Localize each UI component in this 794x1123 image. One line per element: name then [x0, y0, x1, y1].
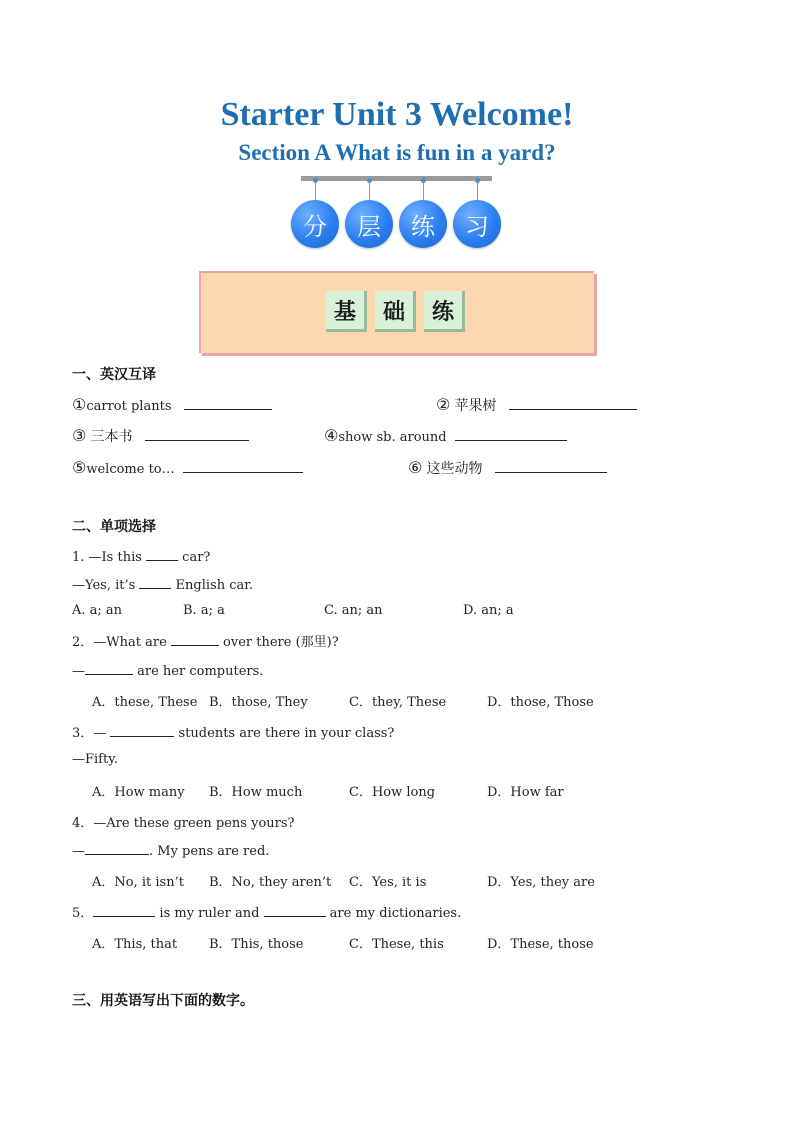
question-line: 1. —Is this car? — [72, 550, 211, 565]
option[interactable]: B．This, those — [209, 937, 304, 952]
translate-item: ⑤welcome to… — [72, 458, 303, 477]
question-line: 3．— students are there in your class? — [72, 726, 395, 741]
option[interactable]: B．How much — [209, 785, 303, 800]
section-heading: 一、英汉互译 — [72, 367, 156, 383]
answer-blank[interactable] — [183, 460, 303, 473]
section-heading: 三、用英语写出下面的数字。 — [72, 993, 254, 1009]
answer-blank[interactable] — [184, 397, 272, 410]
option[interactable]: D．Yes, they are — [487, 875, 595, 890]
answer-blank[interactable] — [85, 662, 133, 675]
answer-blank[interactable] — [509, 397, 637, 410]
answer-blank[interactable] — [145, 428, 249, 441]
option[interactable]: C. an; an — [324, 603, 383, 618]
question-line: 4．—Are these green pens yours? — [72, 816, 295, 831]
badge-circle: 练 — [399, 200, 447, 248]
option[interactable]: C．These, this — [349, 937, 444, 952]
option[interactable]: A．This, that — [92, 937, 178, 952]
option[interactable]: A．How many — [92, 785, 185, 800]
question-line: — . My pens are red. — [72, 844, 270, 859]
answer-blank[interactable] — [495, 460, 607, 473]
level-banner — [199, 271, 594, 353]
option[interactable]: B．those, They — [209, 695, 308, 710]
banner-tile: 基 — [326, 291, 367, 332]
badge-circle: 层 — [345, 200, 393, 248]
question-line: —Fifty. — [72, 752, 118, 767]
answer-blank[interactable] — [139, 576, 171, 589]
hanger-knot — [367, 178, 372, 183]
question-line: —Yes, it’s English car. — [72, 578, 254, 593]
question-line: — are her computers. — [72, 664, 264, 679]
page-title: Starter Unit 3 Welcome! — [220, 96, 574, 133]
hanger-knot — [475, 178, 480, 183]
translate-item: ④show sb. around — [324, 426, 567, 445]
translate-item: ⑥ 这些动物 — [408, 458, 607, 478]
option[interactable]: C．Yes, it is — [349, 875, 427, 890]
answer-blank[interactable] — [85, 842, 149, 855]
banner-tile: 练 — [424, 291, 465, 332]
question-line: 2．—What are over there (那里)? — [72, 635, 339, 650]
translate-item: ③ 三本书 — [72, 426, 249, 446]
option[interactable]: A．these, These — [92, 695, 198, 710]
badge-circle: 分 — [291, 200, 339, 248]
page-subtitle: Section A What is fun in a yard? — [238, 140, 556, 165]
option[interactable]: B. a; a — [183, 603, 225, 618]
option[interactable]: A．No, it isn’t — [92, 875, 184, 890]
hanger-bar — [301, 176, 492, 181]
option[interactable]: C．How long — [349, 785, 436, 800]
banner-tile: 础 — [375, 291, 416, 332]
translate-item: ①carrot plants — [72, 395, 272, 414]
option[interactable]: C．they, These — [349, 695, 447, 710]
translate-item: ② 苹果树 — [436, 395, 637, 415]
option[interactable]: D．those, Those — [487, 695, 594, 710]
hanger-knot — [313, 178, 318, 183]
option[interactable]: D．How far — [487, 785, 564, 800]
option[interactable]: D. an; a — [463, 603, 514, 618]
answer-blank[interactable] — [455, 428, 567, 441]
hanger-knot — [421, 178, 426, 183]
option[interactable]: D．These, those — [487, 937, 594, 952]
question-line: 5． is my ruler and are my dictionaries. — [72, 906, 462, 921]
badge-circle: 习 — [453, 200, 501, 248]
answer-blank[interactable] — [93, 904, 155, 917]
answer-blank[interactable] — [264, 904, 326, 917]
answer-blank[interactable] — [110, 724, 174, 737]
answer-blank[interactable] — [146, 548, 178, 561]
section-heading: 二、单项选择 — [72, 519, 156, 535]
option[interactable]: B．No, they aren’t — [209, 875, 332, 890]
answer-blank[interactable] — [171, 633, 219, 646]
option[interactable]: A. a; an — [72, 603, 123, 618]
